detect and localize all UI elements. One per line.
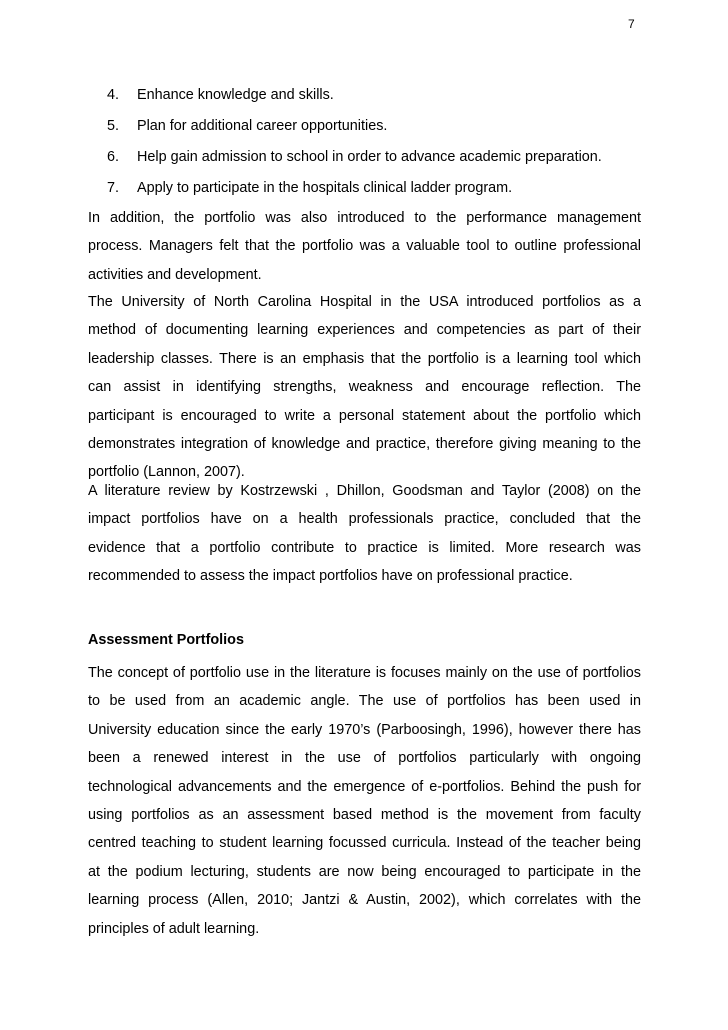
list-number: 4. [107,87,120,103]
text-line: In addition, the portfolio was also introduced to the performance management [88,210,641,226]
text-line: activities and development. [88,266,262,283]
text-line: University education since the early 1970’s (Parboosingh, 1996), however there has [88,721,641,738]
section-heading: Assessment Portfolios [88,632,244,648]
numbered-list [88,81,641,205]
list-text: Help gain admission to school in order to advance academic preparation. [137,149,602,165]
list-text: Plan for additional career opportunities. [137,118,388,134]
text-line: impact portfolios have on a health professionals practice, concluded that the [88,511,641,528]
paragraph-literature-review [88,477,641,591]
list-text: Apply to participate in the hospitals clinical ladder program. [137,180,513,196]
text-line: evidence that a portfolio contribute to practice is limited. More research was [88,539,641,556]
list-text: Enhance knowledge and skills. [137,87,334,103]
text-line: learning process (Allen, 2010; Jantzi & Austin, 2002), which correlates with the [88,892,641,909]
list-item [88,81,641,112]
text-line: technological advancements and the emergence of e-portfolios. Behind the push for [88,778,641,795]
list-number: 6. [107,149,120,165]
paragraph-assessment-portfolios [88,659,641,943]
text-line: leadership classes. There is an emphasis that the portfolio is a learning tool which [88,350,641,367]
text-line: process. Managers felt that the portfolio was a valuable tool to outline professional [88,238,641,255]
text-line: principles of adult learning. [88,920,260,937]
paragraph-performance-management [88,204,641,289]
text-line: The concept of portfolio use in the literature is focuses mainly on the use of portfolios [88,665,641,681]
list-item [88,112,641,143]
list-item [88,174,641,205]
text-line: been a renewed interest in the use of portfolios particularly with ongoing [88,750,641,767]
text-line: can assist in identifying strengths, weakness and encourage reflection. The [88,379,641,396]
text-line: method of documenting learning experiences and competencies as part of their [88,322,641,339]
list-number: 7. [107,180,120,196]
text-line: centred teaching to student learning focussed curricula. Instead of the teacher being [88,835,641,852]
text-line: to be used from an academic angle. The use of portfolios has been used in [88,693,641,710]
text-line: using portfolios as an assessment based method is the movement from faculty [88,806,641,823]
list-item [88,143,641,174]
paragraph-unc-hospital [88,288,641,487]
text-line: A literature review by Kostrzewski , Dhillon, Goodsman and Taylor (2008) on the [88,483,641,499]
text-line: at the podium lecturing, students are now being encouraged to participate in the [88,863,641,880]
page-number: 7 [628,17,635,31]
text-line: demonstrates integration of knowledge and practice, therefore giving meaning to the [88,435,641,452]
text-line: portfolio (Lannon, 2007). [88,464,245,481]
text-line: recommended to assess the impact portfolios have on professional practice. [88,568,573,585]
list-number: 5. [107,118,120,134]
text-line: The University of North Carolina Hospital in the USA introduced portfolios as a [88,294,641,310]
text-line: participant is encouraged to write a personal statement about the portfolio which [88,407,641,424]
